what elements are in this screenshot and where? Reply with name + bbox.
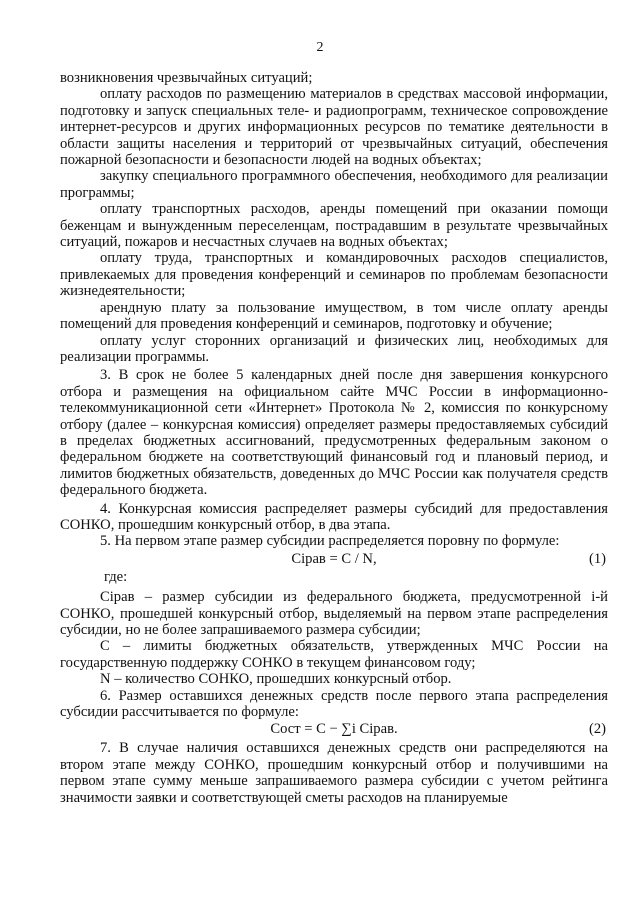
page-number: 2 [316, 40, 324, 55]
paragraph: возникновения чрезвычайных ситуаций; [60, 70, 313, 86]
formula-expression: Сост = C − ∑i Ciрав. [270, 721, 398, 738]
formula-number: (1) [588, 550, 606, 567]
formula-2 [60, 720, 608, 738]
where-label: где: [104, 568, 128, 585]
formula-1 [60, 550, 608, 568]
formula-expression: Ciрав = C / N, [291, 550, 377, 567]
paragraph: оплату расходов по размещению материалов в средствах массовой информации, подготовку и запуск специальных теле- и радиопрограмм, техническое сопровождение интернет-ресурсов и других информационных ресурсов по тематике деятельности в области защиты населения и территорий от чрезвычайных ситуаций, обеспечения пожарной безопасности и безопасности людей на водных объектах; [60, 86, 608, 169]
paragraph: закупку специального программного обеспечения, необходимого для реализации программы; [60, 168, 608, 201]
paragraph: арендную плату за пользование имуществом, в том числе оплату аренды помещений для проведения конференций и семинаров, подготовку и обучение; [60, 299, 608, 333]
document-body [60, 70, 608, 806]
definition: N – количество СОНКО, прошедших конкурсный отбор. [100, 671, 452, 688]
definition: C – лимиты бюджетных обязательств, утвержденных МЧС России на государственную поддержку СОНКО в текущем финансовом году; [60, 638, 608, 671]
paragraph: 3. В срок не более 5 календарных дней после дня завершения конкурсного отбора и размещения на официальном сайте МЧС России в информационно-телекоммуникационной сети «Интернет» Протокола № 2, комиссия по конкурсному отбору (далее – конкурсная комиссия) определяет размеры предоставляемых субсидий в пределах бюджетных ассигнований, предусмотренных федеральным законом о федеральном бюджете на соответствующий финансовый год и плановый период, и лимитов бюджетных обязательств, доведенных до МЧС России как получателя средств федерального бюджета. [60, 367, 608, 499]
paragraph: 4. Конкурсная комиссия распределяет размеры субсидий для предоставления СОНКО, прошедшим конкурсный отбор, в два этапа. [60, 500, 608, 533]
paragraph: оплату транспортных расходов, аренды помещений при оказании помощи беженцам и вынужденным переселенцам, пострадавшим в результате чрезвычайных ситуаций, пожаров и несчастных случаев на водных объектах; [60, 201, 608, 251]
paragraph: 6. Размер оставшихся денежных средств после первого этапа распределения субсидии рассчитывается по формуле: [60, 687, 608, 721]
paragraph: оплату труда, транспортных и командировочных расходов специалистов, привлекаемых для проведения конференций и семинаров по проблемам безопасности жизнедеятельности; [60, 250, 608, 300]
definition: Ciрав – размер субсидии из федерального бюджета, предусмотренной i-й СОНКО, прошедшей конкурсный отбор, выделяемый на первом этапе распределения субсидии, но не более запрашиваемого размера субсидии; [60, 589, 608, 638]
formula-number: (2) [588, 721, 606, 738]
paragraph: 7. В случае наличия оставшихся денежных средств они распределяются на втором этапе между СОНКО, прошедшим конкурсный отбор и получившими на первом этапе сумму меньше запрашиваемого размера субсидии с учетом рейтинга значимости заявки и соответствующей сметы расходов на планируемые [60, 740, 608, 806]
paragraph: оплату услуг сторонних организаций и физических лиц, необходимых для реализации программы. [60, 332, 608, 365]
paragraph: 5. На первом этапе размер субсидии распределяется поровну по формуле: [100, 533, 560, 550]
